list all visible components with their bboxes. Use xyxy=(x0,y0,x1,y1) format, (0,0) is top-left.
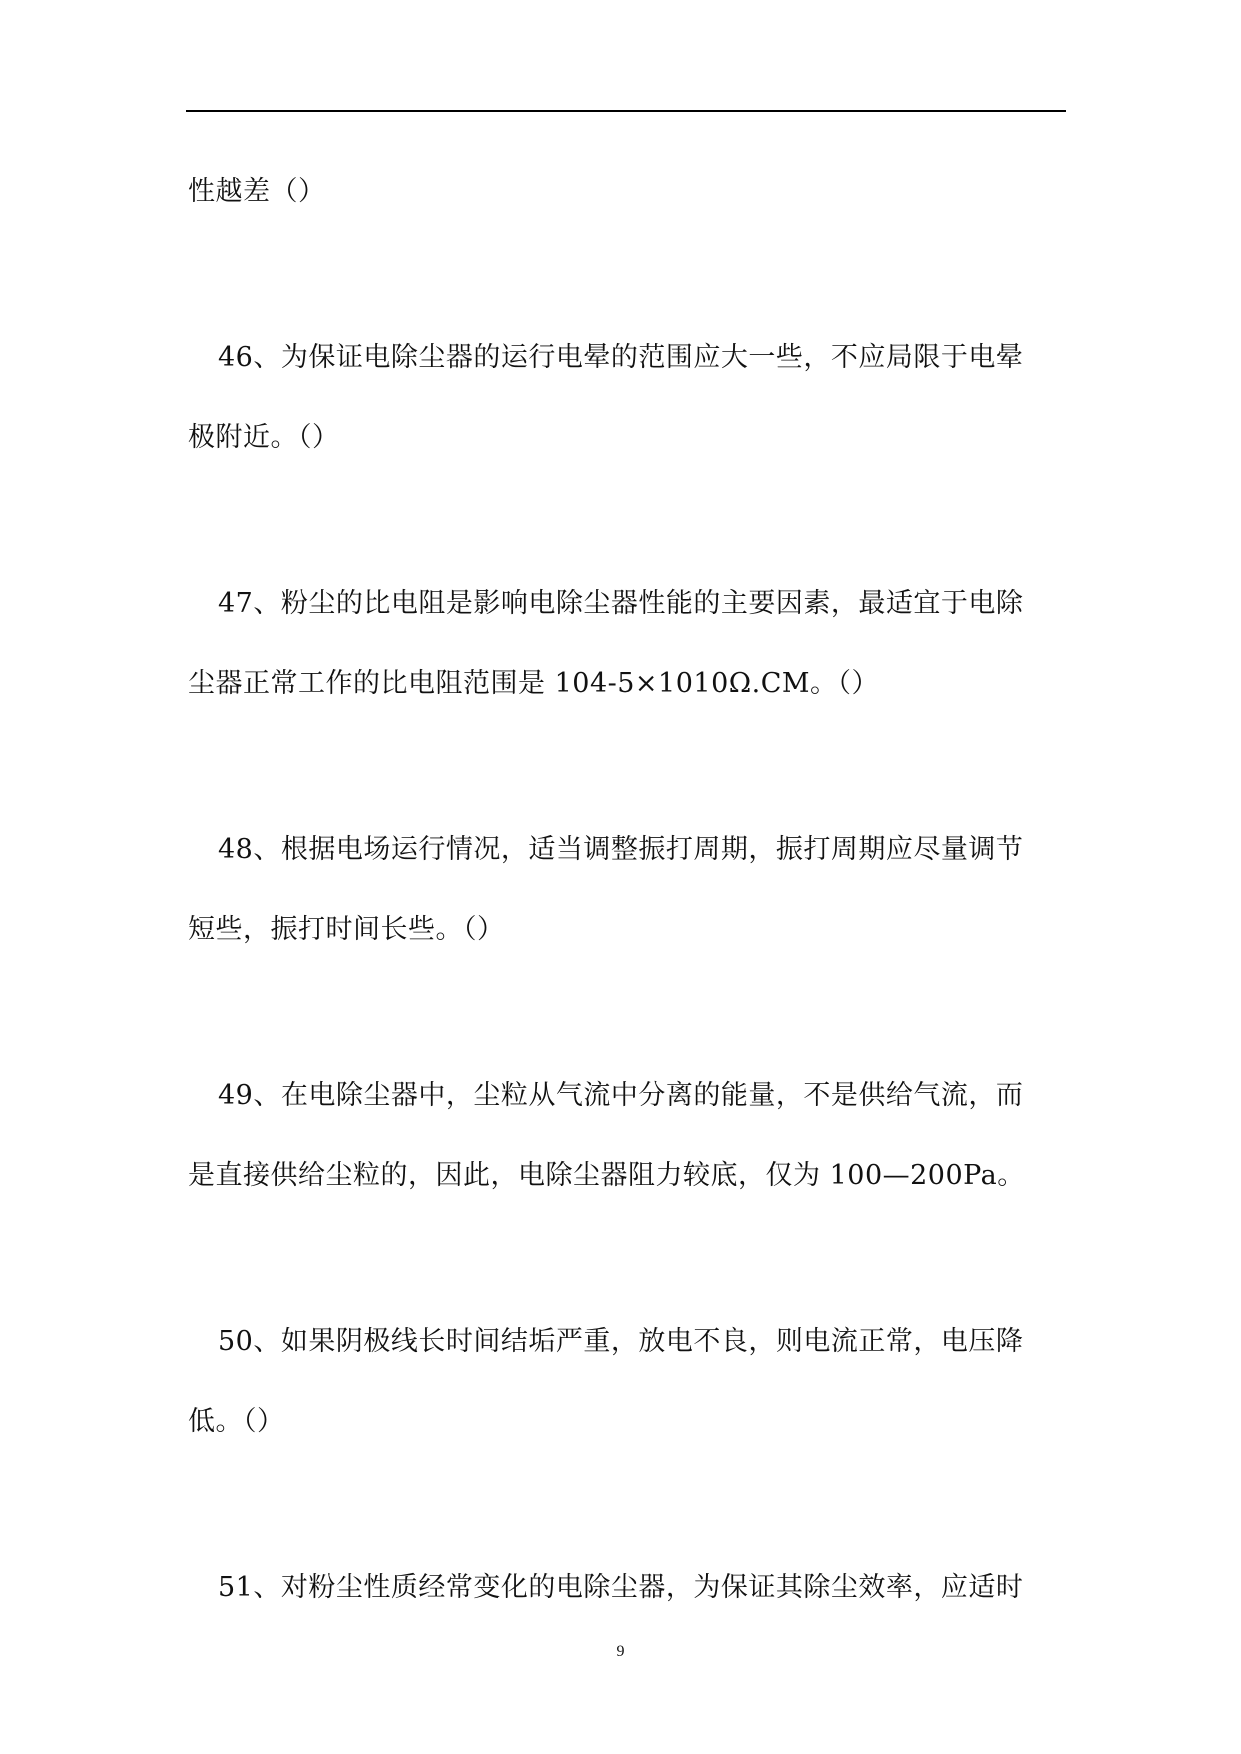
question-47-line-2: 尘器正常工作的比电阻范围是 104-5×1010Ω.CM。（） xyxy=(188,668,880,699)
question-47-line-1: 47、粉尘的比电阻是影响电除尘器性能的主要因素，最适宜于电除 xyxy=(218,588,1024,619)
question-51-line-1: 51、对粉尘性质经常变化的电除尘器，为保证其除尘效率，应适时 xyxy=(218,1572,1024,1603)
text-line-continuation: 性越差（） xyxy=(188,176,326,207)
question-49-line-2: 是直接供给尘粒的，因此，电除尘器阻力较底，仅为 100—200Pa。 xyxy=(188,1160,1025,1191)
question-46-line-2: 极附近。（） xyxy=(188,422,340,453)
question-48-line-2: 短些，振打时间长些。（） xyxy=(188,914,505,945)
question-50-line-1: 50、如果阴极线长时间结垢严重，放电不良，则电流正常，电压降 xyxy=(218,1326,1024,1357)
question-49-line-1: 49、在电除尘器中，尘粒从气流中分离的能量，不是供给气流，而 xyxy=(218,1080,1024,1111)
question-50-line-2: 低。（） xyxy=(188,1406,285,1437)
page-number: 9 xyxy=(616,1643,625,1660)
header-rule xyxy=(186,110,1066,112)
question-46-line-1: 46、为保证电除尘器的运行电晕的范围应大一些，不应局限于电晕 xyxy=(218,342,1024,373)
question-48-line-1: 48、根据电场运行情况，适当调整振打周期，振打周期应尽量调节 xyxy=(218,834,1024,865)
